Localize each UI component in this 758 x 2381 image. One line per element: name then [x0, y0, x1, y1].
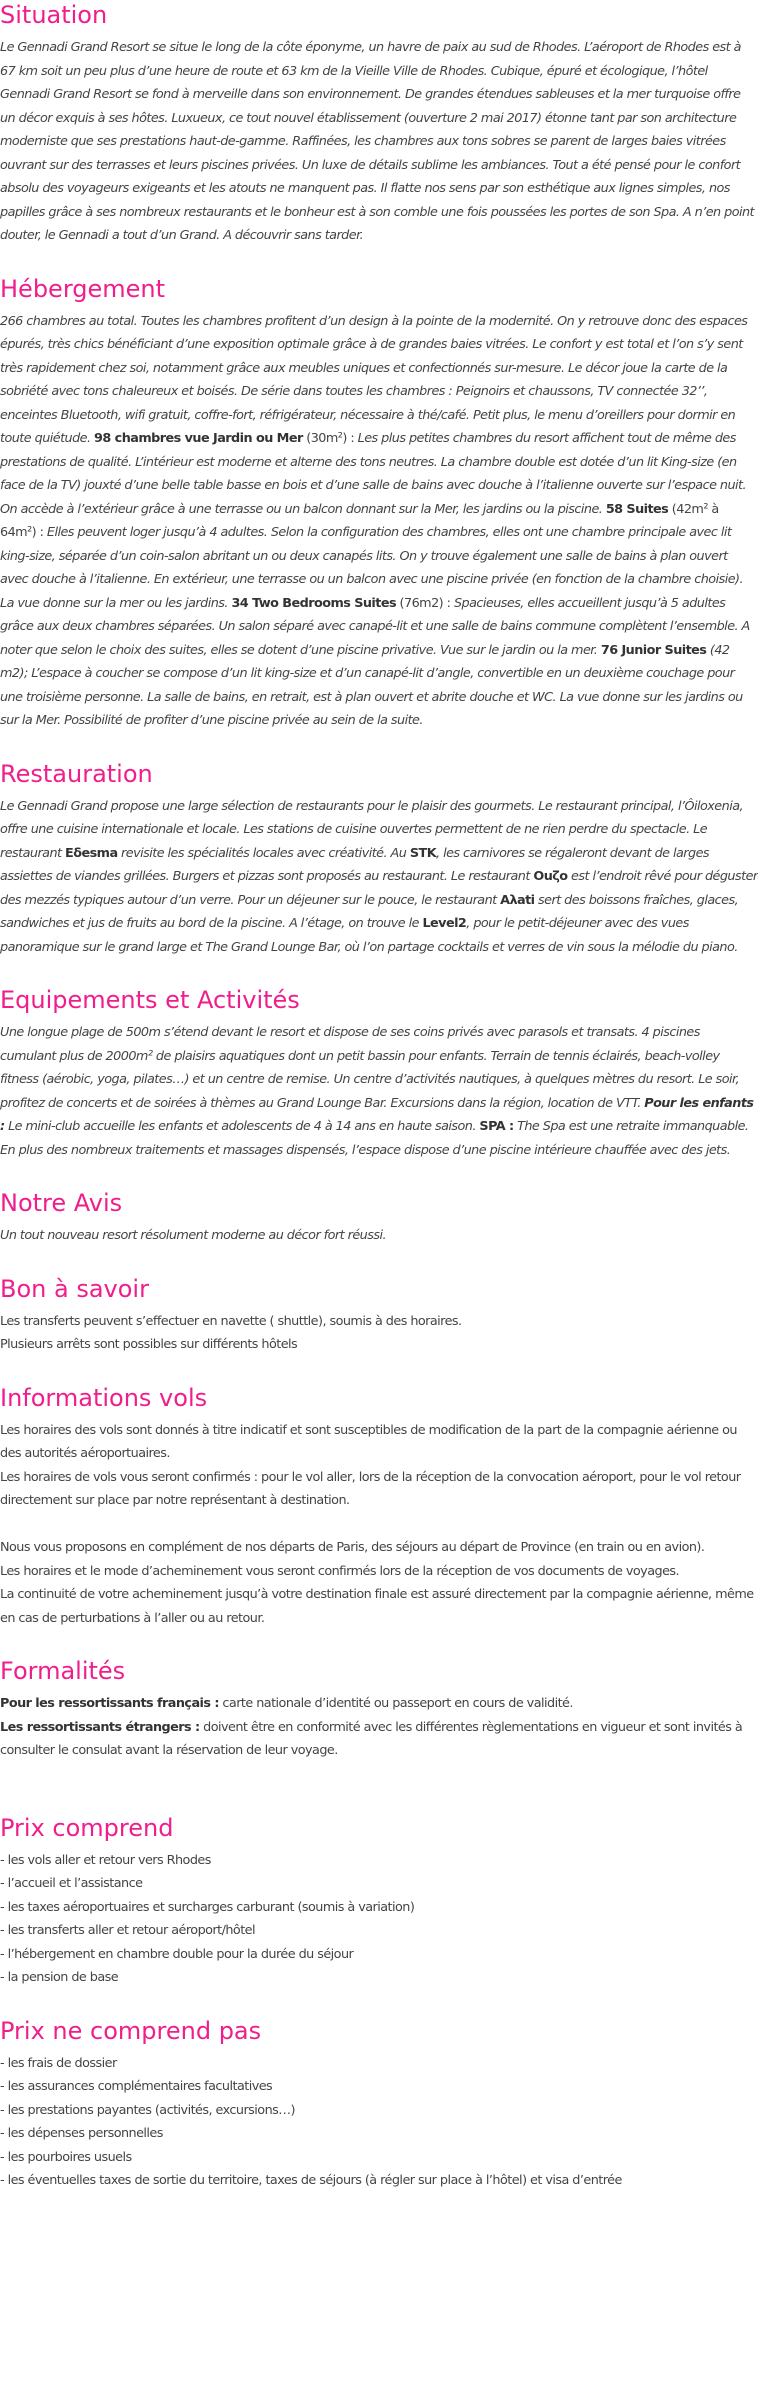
spa-label: SPA : [479, 1119, 514, 1134]
list-item: - les frais de dossier [0, 2055, 117, 2071]
kids-label: Pour les enfants : [0, 1095, 754, 1134]
room-type-suites: 58 Suites [605, 501, 669, 517]
list-item: - les transferts aller et retour aéroport/hôtel [0, 1923, 255, 1938]
restaurant-ouzo: Ouζo [533, 869, 568, 884]
bon-a-savoir-heading: Bon à savoir [0, 1274, 149, 1303]
prix-non-comprend-heading: Prix ne comprend pas [0, 2016, 262, 2045]
room-type-two-bedroom-suites: 34 Two Bedrooms Suites [231, 595, 397, 611]
bon-a-savoir-line: Les transferts peuvent s’effectuer en navette ( shuttle), soumis à des horaires. [0, 1313, 462, 1329]
list-item: - les taxes aéroportuaires et surcharges carburant (soumis à variation) [0, 1899, 415, 1915]
list-item: - les prestations payantes (activités, excursions…) [0, 2102, 295, 2118]
restaurant-alati: Aλati [500, 892, 535, 908]
hebergement-text: 266 chambres au total. Toutes les chambres profitent d’un design à la pointe de la modernité. On y retrouve donc des espaces épurés, très chics bénéficiant d’une exposition optimale grâce à de grandes baies vitrées. Le confort y est total et l’on s’y sent très rapidement chez soi, notamment grâce aux meubles uniques et confectionnés sur-mesure. Le décor joue la carte de la sobriété avec tons chaleureux et boisés. De série dans toutes les chambres : Peignoirs et chaussons, TV connectée 32’’, enceintes Bluetooth, wifi gratuit, coffre-fort, réfrigérateur, nécessaire à thé/café. Petit plus, le menu d’oreillers pour dormir en toute quiétude. 98 chambres vue Jardin ou Mer (30m²) : Les plus petites chambres du resort affichent tout de même des prestations de qualité. L’intérieur est moderne et alterne des tons neutres. La chambre double est dotée d’un lit King-size (en face de la TV) jouxté d’une belle table basse en bois et d’une salle de bains avec douche à l’italienne ouverte sur l’espace nuit. On accède à l’extérieur grâce à une terrasse ou un balcon donnant sur la Mer, les jardins ou la piscine. 58 Suites (42m² à 64m²) : Elles peuvent loger jusqu’à 4 adultes. Selon la configuration des chambres, elles ont une chambre principale avec lit king-size, séparée d’un coin-salon abritant un ou deux canapés lits. On y trouve également une salle de bains à plan ouvert avec douche à l’italienne. En extérieur, une terrasse ou un balcon avec une piscine privée (en fonction de la chambre choisie). La vue donne sur la mer ou les jardins. 34 Two Bedrooms Suites (76m2) : Spacieuses, elles accueillent jusqu’à 5 adultes grâce aux deux chambres séparées. Un salon séparé avec canapé-lit et une salle de bains commune complètent l’ensemble. A noter que selon le choix des suites, elles se dotent d’une piscine privative. Vue sur le jardin ou la mer. 76 Junior Suites (42 m2); L’espace à coucher se compose d’un lit king-size et d’un canapé-lit d’angle, convertible en un deuxième couchage pour une troisième personne. La salle de bains, en retrait, est à plan ouvert et abrite douche et WC. La vue donne sur les jardins ou sur la Mer. Possibilité de profiter d’une piscine privée au sein de la suite. [0, 313, 750, 728]
list-item: - la pension de base [0, 1970, 119, 1985]
vols-line: Les horaires des vols sont donnés à titre indicatif et sont susceptibles de modification de la part de la compagnie aérienne ou des autorités aéroportuaires. [0, 1422, 737, 1461]
list-item: - les éventuelles taxes de sortie du territoire, taxes de séjours (à régler sur place à l’hôtel) et visa d’entrée [0, 2173, 622, 2188]
hebergement-heading: Hébergement [0, 274, 166, 303]
spacer [0, 1513, 758, 1537]
room-type-garden-sea: 98 chambres vue Jardin ou Mer [94, 431, 303, 446]
vols-line: Les horaires de vols vous seront confirmés : pour le vol aller, lors de la réception de la convocation aéroport, pour le vol retour directement sur place par notre représentant à destination. [0, 1469, 741, 1508]
bon-a-savoir-line: Plusieurs arrêts sont possibles sur différents hôtels [0, 1337, 298, 1352]
list-item: - les vols aller et retour vers Rhodes [0, 1852, 211, 1868]
list-item: - l’accueil et l’assistance [0, 1876, 143, 1891]
restaurant-stk: STK [409, 845, 437, 861]
room-type-junior-suites: 76 Junior Suites [600, 642, 707, 658]
list-item: - les assurances complémentaires facultatives [0, 2079, 273, 2094]
prix-non-comprend-list [0, 2052, 758, 2193]
formalites-foreign: Les ressortissants étrangers : doivent être en conformité avec les différentes règlementations en vigueur et sont invités à consulter le consulat avant la réservation de leur voyage. [0, 1719, 743, 1758]
restauration-text: Le Gennadi Grand propose une large sélection de restaurants pour le plaisir des gourmets. Le restaurant principal, l’Ôiloxenia, offre une cuisine internationale et locale. Les stations de cuisine ouvertes permettent de ne rien perdre du spectacle. Le restaurant Eδesma revisite les spécialités locales avec créativité. Au STK, les carnivores se régaleront devant de larges assiettes de viandes grillées. Burgers et pizzas sont proposés au restaurant. Le restaurant Ouζo est l’endroit rêvé pour déguster des mezzés typiques autour d’un verre. Pour un déjeuner sur le pouce, le restaurant Aλati sert des boissons fraîches, glaces, sandwiches et jus de fruits au bord de la piscine. A l’étage, on trouve le Level2, pour le petit-déjeuner avec des vues panoramique sur le grand large et The Grand Lounge Bar, où l’on partage cocktails et verres de vin sous la mélodie du piano. [0, 798, 758, 955]
vols-heading: Informations vols [0, 1383, 208, 1412]
equipements-text: Une longue plage de 500m s’étend devant le resort et dispose de ses coins privés avec parasols et transats. 4 piscines cumulant plus de 2000m² de plaisirs aquatiques dont un petit bassin pour enfants. Terrain de tennis éclairés, beach-volley fitness (aérobic, yoga, pilates…) et un centre de remise. Un centre d’activités nautiques, à quelques mètres du resort. Le soir, profitez de concerts et de soirées à thèmes au Grand Lounge Bar. Excursions dans la région, location de VTT. Pour les enfants : Le mini-club accueille les enfants et adolescents de 4 à 14 ans en haute saison. SPA : The Spa est une retraite immanquable. En plus des nombreux traitements et massages dispensés, l’espace dispose d’une piscine intérieure chauffée avec des jets. [0, 1025, 754, 1158]
situation-text: Le Gennadi Grand Resort se situe le long de la côte éponyme, un havre de paix au sud de Rhodes. L’aéroport de Rhodes est à 67 km soit un peu plus d’une heure de route et 63 km de la Vieille Ville de Rhodes. Cubique, épuré et écologique, l’hôtel Gennadi Grand Resort se fond à merveille dans son environnement. De grandes étendues sableuses et la mer turquoise offre un décor exquis à ses hôtes. Luxueux, ce tout nouvel établissement (ouverture 2 mai 2017) étonne tant par son architecture moderniste que ses prestations haut-de-gamme. Raffinées, les chambres aux tons sobres se parent de larges baies vitrées ouvrant sur des terrasses et leurs piscines privées. Un luxe de détails sublime les ambiances. Tout a été pensé pour le confort absolu des voyageurs exigeants et les atouts ne manquent pas. Il flatte nos sens par son esthétique aux lignes simples, nos papilles grâce à ses nombreux restaurants et le bonheur est à son comble une fois poussées les portes de son Spa. A n’en point douter, le Gennadi a tout d’un Grand. A découvrir sans tarder. [0, 40, 755, 243]
avis-text: Un tout nouveau resort résolument moderne au décor fort réussi. [0, 1228, 386, 1243]
restaurant-edesma: Eδesma [65, 845, 118, 861]
equipements-heading: Equipements et Activités [0, 986, 300, 1014]
situation-heading: Situation [0, 1, 108, 29]
prix-comprend-list [0, 1849, 758, 1990]
list-item: - les pourboires usuels [0, 2149, 132, 2165]
vols-line: Les horaires et le mode d’acheminement vous seront confirmés lors de la réception de vos documents de voyages. [0, 1563, 680, 1579]
prix-comprend-heading: Prix comprend [0, 1813, 174, 1842]
list-item: - l’hébergement en chambre double pour la durée du séjour [0, 1946, 354, 1962]
formalites-heading: Formalités [0, 1657, 126, 1685]
list-item: - les dépenses personnelles [0, 2126, 163, 2141]
vols-line: La continuité de votre acheminement jusqu’à votre destination finale est assuré directement par la compagnie aérienne, même en cas de perturbations à l’aller ou au retour. [0, 1587, 754, 1626]
avis-heading: Notre Avis [0, 1189, 123, 1217]
vols-line: Nous vous proposons en complément de nos départs de Paris, des séjours au départ de Province (en train ou en avion). [0, 1540, 705, 1555]
restaurant-level2: Level2 [422, 916, 467, 931]
formalites-french: Pour les ressortissants français : carte nationale d’identité ou passeport en cours de validité. [0, 1696, 573, 1711]
restauration-heading: Restauration [0, 759, 153, 788]
